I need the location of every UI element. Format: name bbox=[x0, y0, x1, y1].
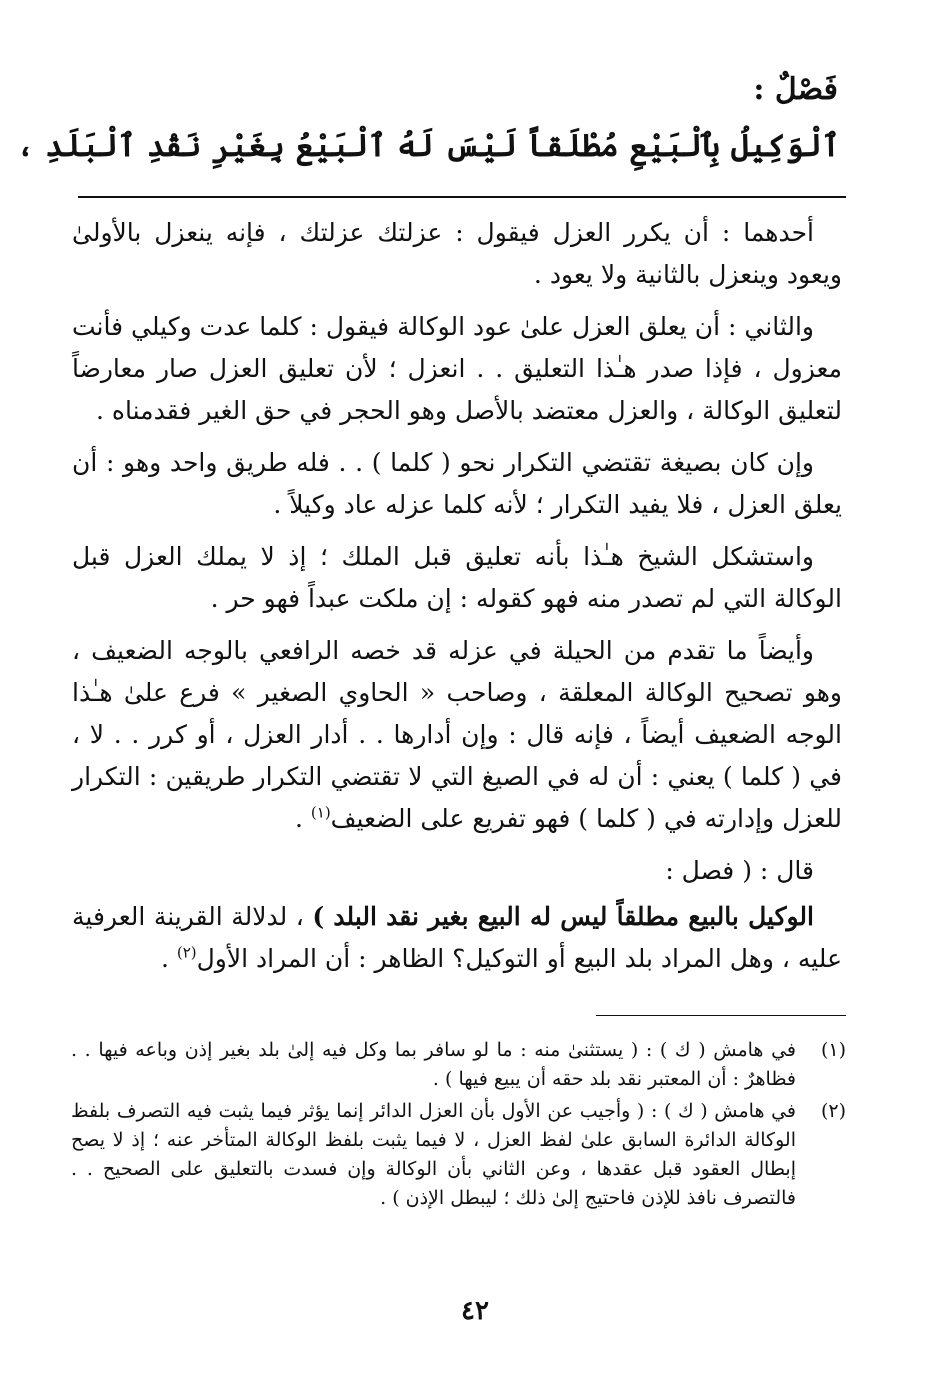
footnote-2 bbox=[71, 1097, 846, 1213]
commentary-body bbox=[72, 212, 842, 990]
page-number: ٤٢ bbox=[461, 1296, 489, 1326]
paragraph-7-end: . bbox=[160, 944, 177, 973]
footnote-divider bbox=[596, 1015, 846, 1016]
paragraph-4: واستشكل الشيخ هـٰذا بأنه تعليق قبل الملك ؛ إذ لا يملك العزل قبل الوكالة التي لم تصدر منه فهو كقوله : إن ملكت عبداً فهو حر . bbox=[72, 542, 842, 613]
footnote-number: (٢) bbox=[820, 1100, 846, 1122]
paragraph-7-text: ، لدلالة القرينة العرفية عليه ، وهل المراد بلد البيع أو التوكيل؟ الظاهر : أن المراد الأول bbox=[72, 902, 842, 973]
footnote-text: في هامش ( ك ) : ( يستثنىٰ منه : ما لو سافر بما وكل فيه إلىٰ بلد بغير إذن وباعه فيها . . فظاهرٌ : أن المعتبر نقد بلد حقه أن يبيع فيها ) . bbox=[71, 1039, 796, 1090]
paragraph-3: وإن كان بصيغة تقتضي التكرار نحو ( كلما ) . . فله طريق واحد وهو : أن يعلق العزل ، فلا يفيد التكرار ؛ لأنه كلما عزله عاد وكيلاً . bbox=[72, 448, 842, 519]
footnote-ref-2[interactable]: (٢) bbox=[176, 943, 197, 962]
footnote-number: (١) bbox=[820, 1039, 846, 1061]
matn-text: ٱلْوَكِيلُ بِٱلْبَيْعِ مُطْلَقاً لَيْسَ لَهُ ٱلْبَيْعُ بِغَيْرِ نَقْدِ ٱلْبَلَدِ ، bbox=[16, 128, 840, 164]
paragraph-5-text: وأيضاً ما تقدم من الحيلة في عزله قد خصه الرافعي بالوجه الضعيف ، وهو تصحيح الوكالة المعلقة ، وصاحب « الحاوي الصغير » فرع علىٰ هـٰذا الوجه الضعيف أيضاً ، فإنه قال : وإن أدارها . . أدار العزل ، أو كرر . . لا ، في ( كلما ) يعني : أن له في الصيغ التي لا تقتضي التكرار طريقين : التكرار للعزل وإدارته في ( كلما ) فهو تفريع على الضعيف bbox=[72, 636, 842, 833]
paragraph-2: والثاني : أن يعلق العزل علىٰ عود الوكالة فيقول : كلما عدت وكيلي فأنت معزول ، فإذا صدر هـٰذا التعليق . . انعزل ؛ لأن تعليق العزل صار معارضاً لتعليق الوكالة ، والعزل معتضد بالأصل وهو الحجر في حق الغير فقدمناه . bbox=[72, 312, 842, 425]
footnote-ref-1[interactable]: (١) bbox=[310, 803, 331, 822]
header-divider bbox=[78, 196, 846, 198]
footnote-text: في هامش ( ك ) : ( وأجيب عن الأول بأن العزل الدائر إنما يؤثر فيما يثبت فيه التصرف بلفظ الوكالة الدائرة السابق علىٰ لفظ العزل ، لا فيما يثبت بلفظ الوكالة المتأخر عنه ؛ إذ لا يصح إبطال العقود قبل عقدها ، وعن الثاني بأن الوكالة وإن فسدت بالتعليق على الصحيح . . فالتصرف نافذ للإذن فاحتيج إلىٰ ذلك ؛ ليبطل الإذن ) . bbox=[71, 1100, 796, 1209]
paragraph-5-end: . bbox=[294, 804, 311, 833]
matn-heading-line bbox=[16, 128, 840, 164]
paragraph-5 bbox=[72, 630, 842, 840]
paragraph-1: أحدهما : أن يكرر العزل فيقول : عزلتك عزلتك ، فإنه ينعزل بالأولىٰ ويعود وينعزل بالثانية ولا يعود . bbox=[72, 218, 842, 289]
footnotes bbox=[71, 1036, 846, 1216]
matn-quote: الوكيل بالبيع مطلقاً ليس له البيع بغير نقد البلد ) bbox=[312, 902, 814, 931]
paragraph-6: قال : ( فصل : bbox=[665, 856, 814, 885]
footnote-1 bbox=[71, 1036, 846, 1094]
paragraph-7 bbox=[72, 896, 842, 980]
chapter-heading: فَصْلٌ : bbox=[753, 72, 838, 107]
